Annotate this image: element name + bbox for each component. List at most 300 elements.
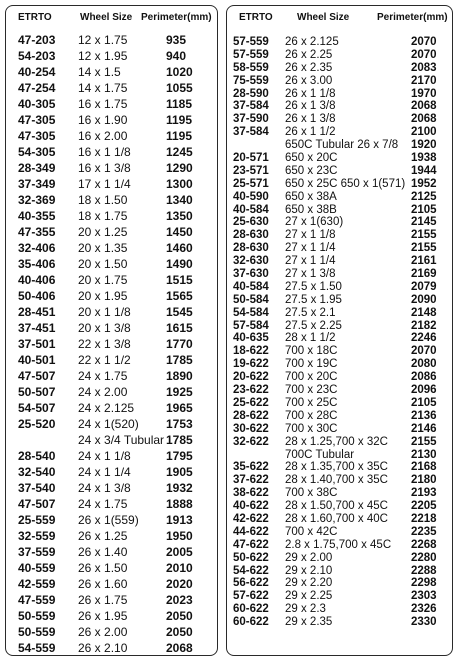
perimeter-cell: 1565 <box>166 289 193 303</box>
etrto-cell: 37-584 <box>233 126 269 139</box>
table-row <box>227 178 452 191</box>
wheel-size-cell: 27.5 x 2.25 <box>285 319 342 332</box>
wheel-size-cell: 26 x 1.25 <box>78 529 128 543</box>
wheel-size-cell: 26 x 2.00 <box>78 625 128 639</box>
table-row <box>6 528 217 544</box>
perimeter-cell: 1770 <box>166 337 193 351</box>
wheel-size-cell: 27 x 1 1/8 <box>285 229 336 242</box>
etrto-cell: 54-584 <box>233 306 269 319</box>
perimeter-cell: 2068 <box>411 100 437 113</box>
etrto-cell: 47-559 <box>18 593 56 607</box>
perimeter-cell: 2125 <box>411 190 437 203</box>
table-row <box>227 371 452 384</box>
perimeter-cell: 2280 <box>411 551 437 564</box>
table-row <box>6 80 217 96</box>
table-row <box>6 208 217 224</box>
etrto-cell: 32-622 <box>233 435 269 448</box>
etrto-cell: 18-622 <box>233 345 269 358</box>
etrto-cell: 42-559 <box>18 577 56 591</box>
table-row <box>6 496 217 512</box>
perimeter-cell: 2005 <box>166 545 193 559</box>
wheel-size-cell: 18 x 1.75 <box>78 209 128 223</box>
etrto-cell: 50-406 <box>18 289 56 303</box>
perimeter-cell: 1890 <box>166 369 193 383</box>
wheel-size-cell: 24 x 1 3/8 <box>78 481 131 495</box>
etrto-cell: 25-571 <box>233 177 269 190</box>
perimeter-cell: 1785 <box>166 433 193 447</box>
wheel-size-cell: 26 x 1 1/8 <box>285 87 336 100</box>
table-row <box>227 139 452 152</box>
table-row <box>227 487 452 500</box>
wheel-size-cell: 16 x 1.75 <box>78 97 128 111</box>
table-row <box>227 590 452 603</box>
etrto-cell: 50-507 <box>18 385 56 399</box>
perimeter-cell: 2146 <box>411 422 437 435</box>
table-row <box>227 229 452 242</box>
etrto-cell: 28-349 <box>18 161 56 175</box>
etrto-cell: 37-622 <box>233 474 269 487</box>
etrto-cell: 40-355 <box>18 209 56 223</box>
perimeter-cell: 2155 <box>411 435 437 448</box>
table-row <box>6 272 217 288</box>
wheel-size-cell: 22 x 1 1/2 <box>78 353 131 367</box>
wheel-size-cell: 650 x 25C 650 x 1(571) <box>285 177 406 190</box>
wheel-size-cell: 28 x 1.60,700 x 40C <box>285 512 388 525</box>
table-row <box>227 88 452 101</box>
perimeter-cell: 2205 <box>411 500 437 513</box>
table-row <box>227 526 452 539</box>
perimeter-cell: 2070 <box>411 48 437 61</box>
perimeter-cell: 2023 <box>166 593 193 607</box>
table-row <box>227 36 452 49</box>
etrto-cell: 40-590 <box>233 190 269 203</box>
etrto-cell: 23-622 <box>233 384 269 397</box>
etrto-cell: 47-203 <box>18 33 56 47</box>
table-row <box>6 560 217 576</box>
wheel-size-cell: 650C Tubular 26 x 7/8 <box>285 139 399 152</box>
perimeter-cell: 2083 <box>411 61 437 74</box>
wheel-size-cell: 14 x 1.75 <box>78 81 128 95</box>
wheel-size-cell: 650 x 38B <box>285 203 337 216</box>
perimeter-cell: 2086 <box>411 371 437 384</box>
table-row <box>6 160 217 176</box>
table-row <box>227 474 452 487</box>
perimeter-cell: 1515 <box>166 273 193 287</box>
etrto-cell: 54-622 <box>233 564 269 577</box>
table-row <box>6 224 217 240</box>
perimeter-cell: 2182 <box>411 319 437 332</box>
table-row <box>6 480 217 496</box>
perimeter-cell: 2090 <box>411 293 437 306</box>
perimeter-cell: 2070 <box>411 36 437 48</box>
etrto-cell: 50-622 <box>233 551 269 564</box>
perimeter-cell: 2080 <box>411 358 437 371</box>
perimeter-cell: 2070 <box>411 345 437 358</box>
perimeter-cell: 2136 <box>411 409 437 422</box>
perimeter-cell: 1932 <box>166 481 193 495</box>
perimeter-cell: 2288 <box>411 564 437 577</box>
wheel-size-cell: 26 x 1 3/8 <box>285 113 336 126</box>
etrto-cell: 32-369 <box>18 193 56 207</box>
etrto-cell: 40-406 <box>18 273 56 287</box>
wheel-size-cell: 26 x 2.35 <box>285 61 333 74</box>
wheel-size-cell: 29 x 2.00 <box>285 551 333 564</box>
wheel-size-cell: 26 x 1(559) <box>78 513 139 527</box>
wheel-size-cell: 14 x 1.5 <box>78 65 121 79</box>
etrto-cell: 40-622 <box>233 500 269 513</box>
etrto-cell: 40-305 <box>18 97 56 111</box>
table-row <box>227 461 452 474</box>
table-row <box>227 307 452 320</box>
wheel-size-cell: 29 x 2.3 <box>285 603 326 616</box>
wheel-size-cell: 700 x 28C <box>285 409 338 422</box>
wheel-size-header: Wheel Size <box>297 12 350 23</box>
table-row <box>227 62 452 75</box>
etrto-cell: 32-559 <box>18 529 56 543</box>
right-table-body <box>227 36 452 629</box>
etrto-cell: 50-559 <box>18 625 56 639</box>
etrto-cell: 37-451 <box>18 321 56 335</box>
table-row <box>6 176 217 192</box>
table-row <box>6 592 217 608</box>
perimeter-cell: 1938 <box>411 152 437 165</box>
table-row <box>6 240 217 256</box>
table-row <box>6 352 217 368</box>
table-row <box>6 432 217 448</box>
perimeter-cell: 1965 <box>166 401 193 415</box>
perimeter-cell: 1195 <box>166 113 193 127</box>
wheel-size-cell: 18 x 1.50 <box>78 193 128 207</box>
wheel-size-cell: 24 x 2.125 <box>78 401 135 415</box>
etrto-cell: 20-622 <box>233 371 269 384</box>
wheel-size-header: Wheel Size <box>80 12 133 23</box>
table-row <box>227 100 452 113</box>
table-row <box>6 368 217 384</box>
wheel-size-cell: 24 x 3/4 Tubular <box>78 433 165 447</box>
table-row <box>227 345 452 358</box>
wheel-size-cell: 26 x 1.75 <box>78 593 128 607</box>
perimeter-cell: 940 <box>166 49 187 63</box>
etrto-cell: 37-590 <box>233 113 269 126</box>
table-row <box>227 397 452 410</box>
table-row <box>227 603 452 616</box>
table-row <box>227 539 452 552</box>
etrto-cell: 28-590 <box>233 87 269 100</box>
wheel-size-cell: 28 x 1.50,700 x 45C <box>285 500 388 513</box>
wheel-size-cell: 27.5 x 2.1 <box>285 306 336 319</box>
table-row <box>6 32 217 48</box>
etrto-cell: 30-622 <box>233 422 269 435</box>
table-row <box>6 384 217 400</box>
wheel-size-cell: 20 x 1.95 <box>78 289 128 303</box>
wheel-size-cell: 2.8 x 1.75,700 x 45C <box>285 538 392 551</box>
etrto-cell: 35-406 <box>18 257 56 271</box>
table-row <box>227 384 452 397</box>
wheel-size-cell: 700 x 38C <box>285 487 338 500</box>
wheel-size-cell: 20 x 1.25 <box>78 225 128 239</box>
etrto-cell: 32-406 <box>18 241 56 255</box>
etrto-cell: 28-540 <box>18 449 56 463</box>
etrto-cell: 47-622 <box>233 538 269 551</box>
wheel-size-cell: 24 x 1.75 <box>78 497 128 511</box>
etrto-cell: 50-559 <box>18 609 56 623</box>
wheel-size-cell: 28 x 1.25,700 x 32C <box>285 435 388 448</box>
table-row <box>227 75 452 88</box>
etrto-cell: 20-571 <box>233 152 269 165</box>
etrto-cell: 37-540 <box>18 481 56 495</box>
etrto-cell: 40-501 <box>18 353 56 367</box>
table-header <box>6 12 217 28</box>
table-row <box>227 616 452 629</box>
etrto-cell: 25-520 <box>18 417 56 431</box>
perimeter-header: Perimeter(mm) <box>141 12 212 23</box>
perimeter-cell: 2161 <box>411 255 437 268</box>
wheel-size-cell: 26 x 3.00 <box>285 74 333 87</box>
wheel-size-cell: 700 x 19C <box>285 358 338 371</box>
perimeter-cell: 2145 <box>411 216 437 229</box>
wheel-size-cell: 26 x 1 1/2 <box>285 126 336 139</box>
table-row <box>227 449 452 462</box>
table-row <box>6 608 217 624</box>
wheel-size-cell: 24 x 1 1/8 <box>78 449 131 463</box>
table-row <box>227 410 452 423</box>
etrto-cell: 25-622 <box>233 396 269 409</box>
table-row <box>6 624 217 640</box>
table-row <box>227 216 452 229</box>
perimeter-cell: 1450 <box>166 225 193 239</box>
table-row <box>227 436 452 449</box>
perimeter-cell: 2105 <box>411 203 437 216</box>
table-row <box>227 165 452 178</box>
perimeter-cell: 2068 <box>411 113 437 126</box>
table-row <box>6 640 217 656</box>
wheel-size-cell: 700C Tubular <box>285 448 355 461</box>
wheel-size-cell: 27 x 1 3/8 <box>285 268 336 281</box>
table-row <box>227 268 452 281</box>
perimeter-cell: 1195 <box>166 129 193 143</box>
perimeter-cell: 2170 <box>411 74 437 87</box>
perimeter-cell: 1952 <box>411 177 437 190</box>
table-row <box>227 552 452 565</box>
perimeter-cell: 1753 <box>166 417 193 431</box>
wheel-size-cell: 24 x 1 1/4 <box>78 465 131 479</box>
left-table-panel <box>5 5 218 656</box>
etrto-header: ETRTO <box>239 12 273 23</box>
etrto-cell: 47-355 <box>18 225 56 239</box>
perimeter-cell: 1460 <box>166 241 193 255</box>
table-row <box>6 448 217 464</box>
etrto-cell: 19-622 <box>233 358 269 371</box>
etrto-cell: 44-622 <box>233 525 269 538</box>
wheel-size-cell: 27 x 1 1/4 <box>285 242 336 255</box>
perimeter-cell: 1944 <box>411 164 437 177</box>
wheel-size-cell: 24 x 1(520) <box>78 417 139 431</box>
table-row <box>227 113 452 126</box>
wheel-size-cell: 24 x 1.75 <box>78 369 128 383</box>
etrto-cell: 25-630 <box>233 216 269 229</box>
perimeter-cell: 1290 <box>166 161 193 175</box>
wheel-size-cell: 29 x 2.35 <box>285 616 333 629</box>
perimeter-cell: 2168 <box>411 461 437 474</box>
wheel-size-cell: 26 x 2.125 <box>285 36 339 48</box>
perimeter-cell: 2155 <box>411 229 437 242</box>
wheel-size-cell: 17 x 1 1/4 <box>78 177 131 191</box>
etrto-cell: 47-305 <box>18 129 56 143</box>
perimeter-cell: 2169 <box>411 268 437 281</box>
etrto-cell: 40-584 <box>233 280 269 293</box>
table-row <box>6 48 217 64</box>
wheel-size-cell: 28 x 1.40,700 x 35C <box>285 474 388 487</box>
etrto-cell: 37-584 <box>233 100 269 113</box>
etrto-cell: 35-622 <box>233 461 269 474</box>
etrto-cell: 47-507 <box>18 497 56 511</box>
wheel-size-cell: 27 x 1 1/4 <box>285 255 336 268</box>
perimeter-cell: 1920 <box>411 139 437 152</box>
etrto-header: ETRTO <box>18 12 52 23</box>
wheel-size-cell: 650 x 23C <box>285 164 338 177</box>
etrto-cell: 40-635 <box>233 332 269 345</box>
perimeter-cell: 1490 <box>166 257 193 271</box>
table-row <box>6 64 217 80</box>
etrto-cell: 28-622 <box>233 409 269 422</box>
etrto-cell: 28-451 <box>18 305 56 319</box>
wheel-size-cell: 20 x 1.75 <box>78 273 128 287</box>
table-row <box>227 126 452 139</box>
wheel-size-cell: 700 x 30C <box>285 422 338 435</box>
table-row <box>6 544 217 560</box>
etrto-cell: 56-622 <box>233 577 269 590</box>
perimeter-cell: 2218 <box>411 512 437 525</box>
wheel-size-cell: 24 x 2.00 <box>78 385 128 399</box>
etrto-cell: 38-622 <box>233 487 269 500</box>
etrto-cell: 57-559 <box>233 48 269 61</box>
table-row <box>227 500 452 513</box>
wheel-size-cell: 12 x 1.95 <box>78 49 128 63</box>
wheel-size-cell: 29 x 2.20 <box>285 577 333 590</box>
etrto-cell: 37-501 <box>18 337 56 351</box>
table-row <box>227 423 452 436</box>
wheel-size-cell: 27.5 x 1.50 <box>285 280 342 293</box>
perimeter-cell: 935 <box>166 33 187 47</box>
etrto-cell: 47-305 <box>18 113 56 127</box>
table-header <box>227 12 452 28</box>
etrto-cell: 57-559 <box>233 36 269 48</box>
perimeter-cell: 2193 <box>411 487 437 500</box>
perimeter-cell: 1245 <box>166 145 193 159</box>
perimeter-cell: 2148 <box>411 306 437 319</box>
wheel-size-cell: 26 x 1.60 <box>78 577 128 591</box>
perimeter-cell: 1020 <box>166 65 193 79</box>
wheel-size-cell: 26 x 2.25 <box>285 48 333 61</box>
table-row <box>227 294 452 307</box>
perimeter-cell: 2268 <box>411 538 437 551</box>
wheel-size-cell: 26 x 2.10 <box>78 641 128 655</box>
perimeter-cell: 1055 <box>166 81 193 95</box>
table-row <box>6 256 217 272</box>
table-row <box>227 332 452 345</box>
perimeter-cell: 2096 <box>411 384 437 397</box>
table-row <box>6 400 217 416</box>
perimeter-cell: 2068 <box>166 641 193 655</box>
perimeter-cell: 1950 <box>166 529 193 543</box>
perimeter-cell: 1185 <box>166 97 193 111</box>
etrto-cell: 32-540 <box>18 465 56 479</box>
etrto-cell: 28-630 <box>233 229 269 242</box>
perimeter-cell: 1340 <box>166 193 193 207</box>
etrto-cell: 37-559 <box>18 545 56 559</box>
wheel-size-cell: 700 x 25C <box>285 396 338 409</box>
perimeter-cell: 1970 <box>411 87 437 100</box>
wheel-size-cell: 28 x 1.35,700 x 35C <box>285 461 388 474</box>
wheel-size-cell: 700 x 18C <box>285 345 338 358</box>
etrto-cell: 42-622 <box>233 512 269 525</box>
perimeter-cell: 1545 <box>166 305 193 319</box>
etrto-cell: 75-559 <box>233 74 269 87</box>
table-row <box>6 288 217 304</box>
wheel-size-cell: 700 x 20C <box>285 371 338 384</box>
wheel-size-cell: 29 x 2.25 <box>285 590 333 603</box>
table-row <box>227 320 452 333</box>
table-row <box>227 49 452 62</box>
table-row <box>6 304 217 320</box>
perimeter-cell: 2246 <box>411 332 437 345</box>
wheel-size-cell: 700 x 42C <box>285 525 338 538</box>
wheel-size-cell: 26 x 1.40 <box>78 545 128 559</box>
perimeter-cell: 2298 <box>411 577 437 590</box>
perimeter-cell: 2180 <box>411 474 437 487</box>
wheel-size-cell: 12 x 1.75 <box>78 33 128 47</box>
perimeter-cell: 2100 <box>411 126 437 139</box>
etrto-cell: 57-622 <box>233 590 269 603</box>
table-row <box>227 191 452 204</box>
etrto-cell: 50-584 <box>233 293 269 306</box>
table-row <box>6 320 217 336</box>
table-row <box>227 204 452 217</box>
etrto-cell: 25-559 <box>18 513 56 527</box>
table-row <box>6 512 217 528</box>
table-row <box>6 144 217 160</box>
etrto-cell: 40-584 <box>233 203 269 216</box>
table-row <box>227 281 452 294</box>
wheel-size-cell: 20 x 1.35 <box>78 241 128 255</box>
perimeter-cell: 2050 <box>166 625 193 639</box>
table-row <box>227 242 452 255</box>
table-row <box>6 96 217 112</box>
table-row <box>227 255 452 268</box>
table-row <box>6 192 217 208</box>
perimeter-cell: 1300 <box>166 177 193 191</box>
perimeter-header: Perimeter(mm) <box>377 12 448 23</box>
etrto-cell: 57-584 <box>233 319 269 332</box>
table-row <box>227 577 452 590</box>
right-table-panel <box>226 5 453 656</box>
perimeter-cell: 2303 <box>411 590 437 603</box>
etrto-cell: 60-622 <box>233 603 269 616</box>
perimeter-cell: 2326 <box>411 603 437 616</box>
wheel-size-cell: 26 x 1 3/8 <box>285 100 336 113</box>
wheel-size-cell: 650 x 20C <box>285 152 338 165</box>
perimeter-cell: 2155 <box>411 242 437 255</box>
wheel-size-cell: 16 x 2.00 <box>78 129 128 143</box>
etrto-cell: 60-622 <box>233 616 269 629</box>
etrto-cell: 23-571 <box>233 164 269 177</box>
perimeter-cell: 2020 <box>166 577 193 591</box>
etrto-cell: 32-630 <box>233 255 269 268</box>
table-row <box>6 336 217 352</box>
wheel-size-cell: 29 x 2.10 <box>285 564 333 577</box>
wheel-size-cell: 16 x 1 1/8 <box>78 145 131 159</box>
table-row <box>6 416 217 432</box>
